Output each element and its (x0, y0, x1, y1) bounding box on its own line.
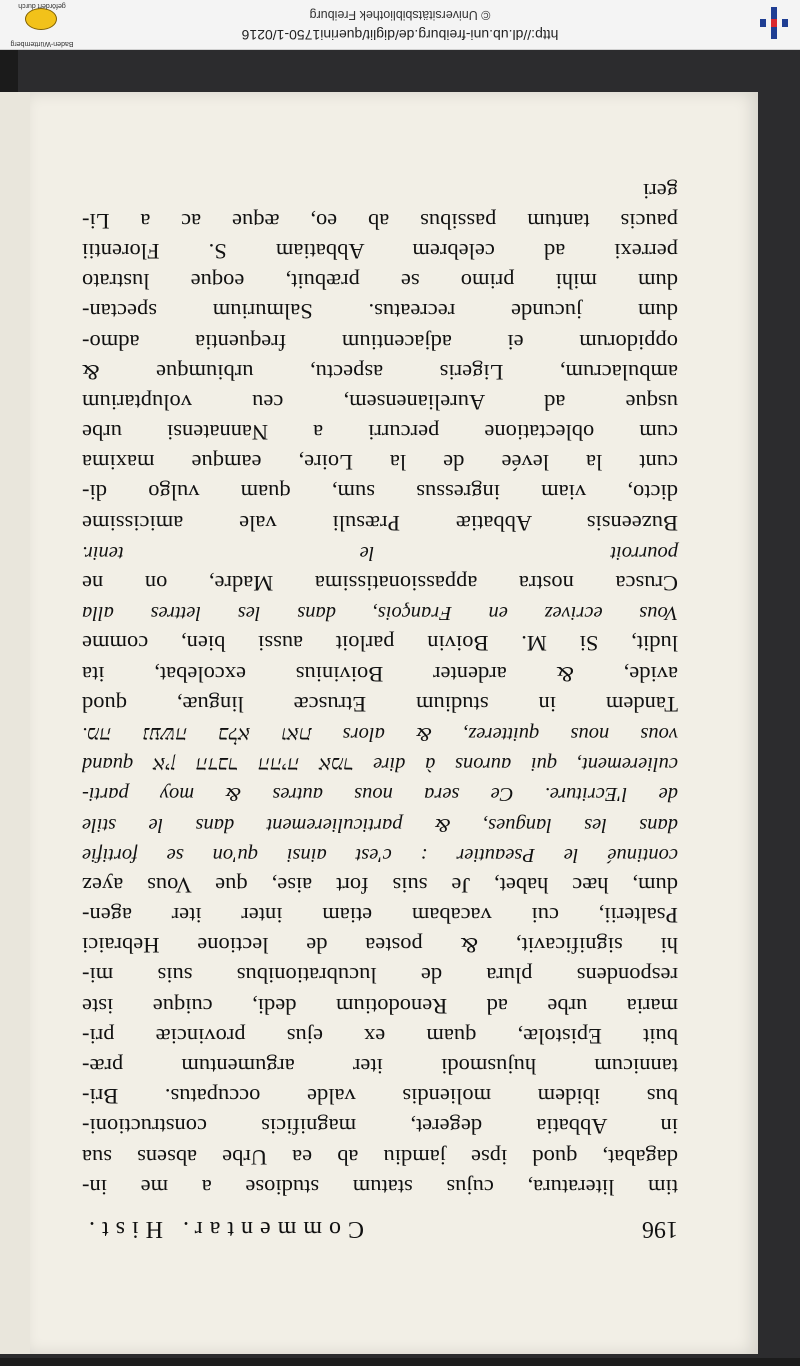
text-line: cunt la levée de la Loire, eamque maxima (82, 450, 678, 476)
running-head: Commentar. Hist. (82, 1216, 364, 1242)
text-line: de l'Ecriture. Ce sera nous autres & moy parti- (82, 783, 678, 806)
library-banner (0, 0, 800, 50)
text-line: ludit, Si M. Boivin parloit aussi bien, comme (82, 631, 678, 657)
text-lines (82, 175, 678, 1201)
text-line: dans les langues, & particulierement dans le stile (82, 813, 678, 836)
text-line: continué le Pseautier : c'est ainsi qu'on se fortifie (82, 843, 678, 866)
text-line: Psalterii, cui vacabam etiam inter iter agen- (82, 903, 678, 929)
text-line: buit Epistolæ, quam ex ejus provinciæ pri- (82, 1023, 678, 1049)
text-line: avide, & ardenter Boivinius excolebat, ita (82, 661, 678, 687)
page-text (82, 175, 678, 1244)
coat-of-arms-icon (25, 8, 57, 30)
funder-name: Baden-Württemberg (10, 40, 74, 47)
text-line: dum mihi primo se præbuit, eoque lustrato (82, 269, 678, 295)
page-header (82, 1214, 678, 1244)
text-line: culierement, qui aurons à dire אין הדבר ההיה אמר quand (82, 753, 678, 776)
page-number: 196 (642, 1216, 678, 1242)
text-line: oppidorum ei adjacentium frequentia admo- (82, 329, 678, 355)
funder-caption: gefördert durch (18, 2, 66, 9)
text-line: tannicum hujusmodi iter argumentum præ- (82, 1054, 678, 1080)
text-line: usque ad Aurelianensem, ceu voluptarium (82, 389, 678, 415)
text-line: perrexi ad celebrem Abbatiam S. Florentii (82, 239, 678, 264)
text-line: dagabat, quod ipse jamdiu ab ea Urbe absens sua (82, 1144, 678, 1170)
text-line: Buzeensis Abbatiæ Præsuli vale amicissime (82, 510, 678, 536)
text-line: in Abbatia degeret, magnificis constructioni- (82, 1114, 678, 1140)
text-line: dum jucunde recreatus. Salmurium spectan- (82, 299, 678, 325)
text-line: cum oblectatione percurri a Nannatensi urbe (82, 420, 678, 446)
text-line: geri (643, 178, 678, 204)
text-line: Vous ecrivez en François, dans les lettres alla (82, 602, 678, 625)
copyright-notice: © Universitätsbibliothek Freiburg (309, 8, 491, 22)
text-line: vous nous quitterez, & alors מה נעשה בלא ואת. (82, 723, 678, 745)
funder-logo-icon (6, 1, 78, 47)
text-line: paucis tantum passibus ab eo, æque ac a Li- (82, 208, 678, 234)
text-line: dum, hæc habet, Je suis fort aise, que Vous ayez (82, 872, 678, 898)
text-line: hi significavit, & postea de lectione Hebraici (82, 933, 678, 959)
text-line: ambulacrum, Ligeris aspectu, urbiumque & (82, 359, 678, 385)
text-line: Crusca nostra appassionatissima Madre, on ne (82, 571, 678, 597)
scan-edge-strip (0, 1358, 800, 1366)
document-url-link[interactable]: http://dl.ub.uni-freiburg.de/diglit/querini1750-1/0216 (241, 27, 559, 43)
university-library-logo-icon[interactable] (756, 5, 792, 41)
text-line: maria urbe ad Renodotium dedi, cuique iste (82, 993, 678, 1019)
text-line: respondens plura de lucubrationibus suis mi- (82, 963, 678, 989)
book-page (30, 92, 758, 1354)
text-line: Tandem in studium Etruscæ linguæ, quod (82, 691, 678, 717)
page-fold (0, 92, 30, 1354)
text-line: pourroit le tenir. (82, 541, 678, 564)
text-line: dicto, viam ingressus sum, quam vulgo di- (82, 480, 678, 506)
text-line: tim literatura, cujus statum studiose a me in- (82, 1174, 678, 1200)
text-line: bus ibidem moliendis valde occupatus. Bri- (82, 1084, 678, 1110)
